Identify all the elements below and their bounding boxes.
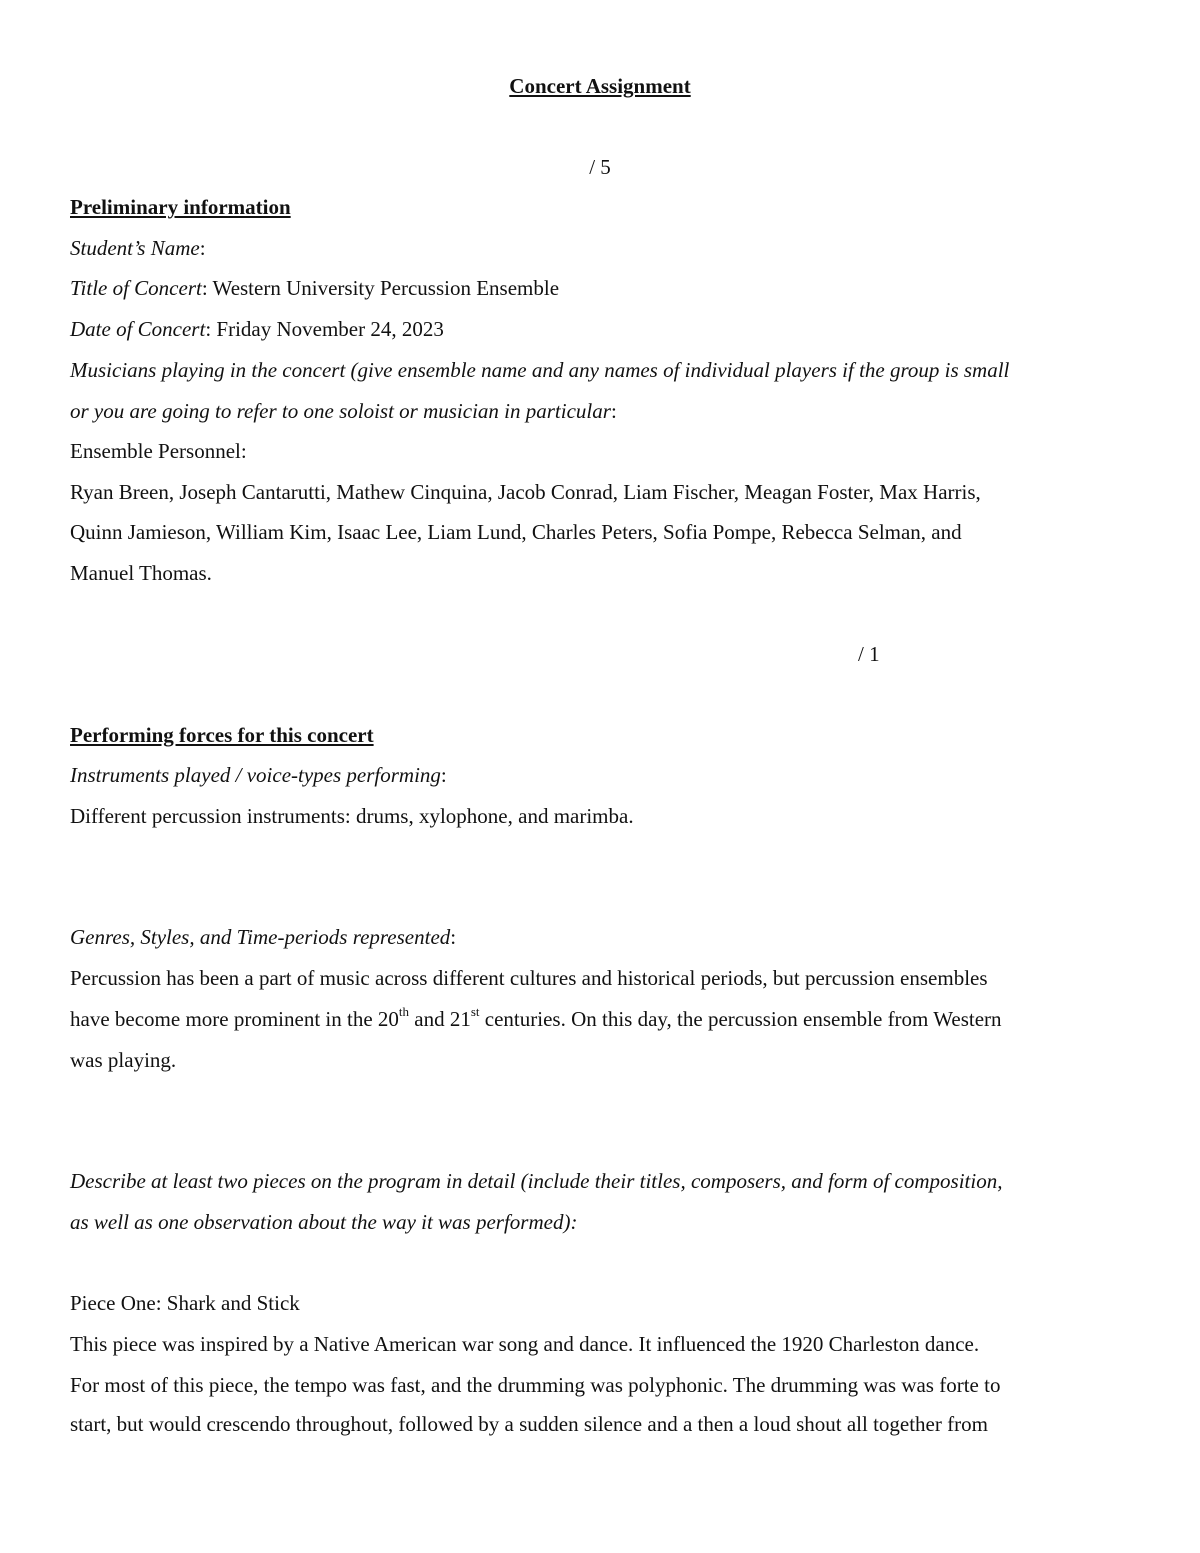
instruments-colon: :: [440, 763, 447, 787]
personnel-line-2: Quinn Jamieson, William Kim, Isaac Lee, Liam Lund, Charles Peters, Sofia Pompe, Rebecca Selman, and: [70, 520, 962, 544]
musicians-prompt-colon: :: [610, 399, 617, 423]
performing-forces-heading: Performing forces for this concert: [70, 723, 374, 747]
genres-line-2-part-a: have become more prominent in the 20: [70, 1007, 399, 1031]
musicians-prompt-line-2: or you are going to refer to one soloist or musician in particular: [70, 399, 611, 423]
genres-label-row: [70, 924, 456, 950]
piece-one-line-1: This piece was inspired by a Native American war song and dance. It influenced the 1920 Charleston dance.: [70, 1332, 980, 1356]
piece-one-line-2: For most of this piece, the tempo was fast, and the drumming was polyphonic. The drumming was was forte to: [70, 1373, 1001, 1397]
preliminary-heading: Preliminary information: [70, 195, 291, 219]
genres-line-3: was playing.: [70, 1048, 177, 1072]
musicians-prompt-line-2-row: [70, 398, 617, 424]
pieces-prompt-line-1: Describe at least two pieces on the program in detail (include their titles, composers, and form of composition,: [70, 1169, 1003, 1193]
concert-date-value: : Friday November 24, 2023: [205, 317, 444, 341]
piece-one-title: Piece One: Shark and Stick: [70, 1291, 300, 1315]
genres-line-2-part-b: and 21: [409, 1007, 471, 1031]
personnel-line-1: Ryan Breen, Joseph Cantarutti, Mathew Cinquina, Jacob Conrad, Liam Fischer, Meagan Foster, Max Harris,: [70, 480, 981, 504]
concert-title-label: Title of Concert: [70, 276, 202, 300]
preliminary-score: / 1: [858, 642, 880, 666]
genres-label: Genres, Styles, and Time-periods represented: [70, 925, 451, 949]
document-title: Concert Assignment: [509, 74, 691, 98]
instruments-label-row: [70, 762, 447, 788]
instruments-value: Different percussion instruments: drums, xylophone, and marimba.: [70, 804, 634, 828]
personnel-line-3: Manuel Thomas.: [70, 561, 212, 585]
concert-date-row: [70, 316, 444, 342]
student-name-row: [70, 235, 206, 261]
ordinal-suffix-th: th: [398, 1004, 410, 1019]
concert-title-row: [70, 275, 559, 301]
musicians-prompt-line-1: Musicians playing in the concert (give ensemble name and any names of individual players if the group is small: [70, 358, 1010, 382]
total-score: / 5: [589, 155, 611, 179]
ordinal-suffix-st: st: [470, 1004, 480, 1019]
concert-date-label: Date of Concert: [70, 317, 206, 341]
concert-title-value: : Western University Percussion Ensemble: [201, 276, 560, 300]
instruments-label: Instruments played / voice-types performing: [70, 763, 441, 787]
piece-one-line-3: start, but would crescendo throughout, followed by a sudden silence and a then a loud shout all together from: [70, 1412, 988, 1436]
genres-line-1: Percussion has been a part of music across different cultures and historical periods, but percussion ensembles: [70, 966, 988, 990]
genres-line-2-part-c: centuries. On this day, the percussion ensemble from Western: [479, 1007, 1002, 1031]
genres-line-2: [70, 1006, 1002, 1032]
pieces-prompt-line-2: as well as one observation about the way it was performed):: [70, 1210, 578, 1234]
student-name-colon: :: [199, 236, 206, 260]
student-name-label: Student’s Name: [70, 236, 200, 260]
personnel-label: Ensemble Personnel:: [70, 439, 247, 463]
genres-colon: :: [450, 925, 457, 949]
